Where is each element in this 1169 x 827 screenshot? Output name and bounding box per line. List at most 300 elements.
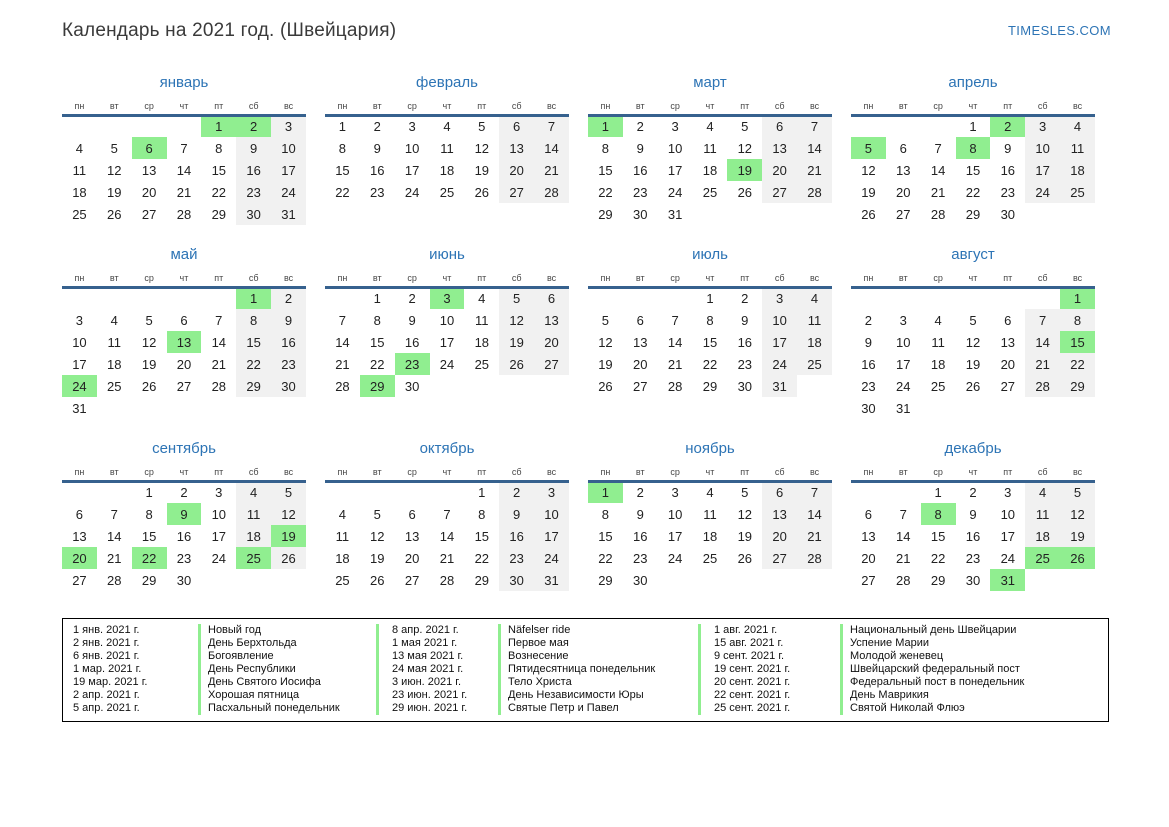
day-cell: 1 xyxy=(588,115,623,137)
day-cell: 19 xyxy=(141,356,157,372)
weekday-header: ср xyxy=(670,100,680,111)
day-cell: 23 xyxy=(236,181,271,203)
day-cell: 21 xyxy=(896,550,911,566)
day-cell: 24 xyxy=(896,378,911,394)
month-title: март xyxy=(693,74,727,91)
day-cell: 25 xyxy=(1060,181,1095,203)
day-cell: 13 xyxy=(861,528,876,544)
day-cell: 21 xyxy=(797,159,832,181)
page-header xyxy=(62,20,1111,42)
empty-cell xyxy=(990,397,1025,419)
weekday-header: вт xyxy=(109,100,119,111)
empty-cell xyxy=(1060,397,1095,419)
day-cell: 1 xyxy=(934,485,942,501)
day-cell: 18 xyxy=(335,550,350,566)
day-cell: 26 xyxy=(107,206,122,222)
empty-cell xyxy=(886,287,921,309)
weekday-header: пт xyxy=(1003,466,1013,477)
day-cell: 19 xyxy=(737,528,753,544)
day-cell: 10 xyxy=(1025,137,1060,159)
day-cell: 11 xyxy=(72,162,87,178)
day-cell: 11 xyxy=(703,506,717,522)
weekday-header: ср xyxy=(144,272,154,283)
weekday-header: вс xyxy=(283,466,294,477)
legend-dates-column xyxy=(698,624,840,715)
day-cell: 17 xyxy=(534,525,569,547)
day-cell: 4 xyxy=(706,485,714,501)
day-cell: 22 xyxy=(132,547,167,569)
empty-cell xyxy=(97,481,132,503)
legend-holiday-name: Молодой женевец xyxy=(840,650,1080,663)
day-cell: 24 xyxy=(404,184,420,200)
day-cell: 24 xyxy=(62,375,97,397)
day-cell: 18 xyxy=(702,528,718,544)
day-cell: 12 xyxy=(861,162,876,178)
day-cell: 6 xyxy=(762,481,797,503)
weekday-header: чт xyxy=(179,272,189,283)
day-cell: 26 xyxy=(1060,547,1095,569)
day-cell: 18 xyxy=(930,356,946,372)
day-cell: 7 xyxy=(934,140,942,156)
day-cell: 1 xyxy=(706,291,714,307)
legend-dates-column xyxy=(73,624,198,715)
day-cell: 26 xyxy=(271,547,306,569)
weekday-header: сб xyxy=(248,100,259,111)
day-cell: 11 xyxy=(107,334,122,350)
day-cell: 10 xyxy=(439,312,455,328)
day-cell: 9 xyxy=(1004,140,1012,156)
day-cell: 18 xyxy=(797,331,832,353)
day-cell: 14 xyxy=(176,162,192,178)
month-5 xyxy=(62,246,306,419)
day-cell: 24 xyxy=(1025,181,1060,203)
day-cell: 6 xyxy=(180,312,188,328)
day-cell: 14 xyxy=(1025,331,1060,353)
day-cell: 15 xyxy=(211,162,227,178)
day-cell: 27 xyxy=(176,378,192,394)
day-cell: 9 xyxy=(636,140,644,156)
day-cell: 4 xyxy=(934,312,942,328)
legend-date: 2 апр. 2021 г. xyxy=(73,689,140,701)
day-cell: 27 xyxy=(762,181,797,203)
legend-holiday-name: Швейцарский федеральный пост xyxy=(840,663,1080,676)
day-cell: 7 xyxy=(899,506,907,522)
day-cell: 22 xyxy=(598,184,613,200)
weekday-header: чт xyxy=(442,272,452,283)
legend-holiday-name: Федеральный пост в понедельник xyxy=(840,676,1080,689)
day-cell: 12 xyxy=(271,503,306,525)
legend-holiday-name: Хорошая пятница xyxy=(198,689,376,702)
day-cell: 5 xyxy=(741,485,749,501)
day-cell: 9 xyxy=(969,506,977,522)
weekday-header: пт xyxy=(477,100,487,111)
weekday-header: пн xyxy=(600,100,611,111)
day-cell: 15 xyxy=(370,334,385,350)
day-cell: 21 xyxy=(930,184,946,200)
legend-holiday-name: День Республики xyxy=(198,663,376,676)
month-title: июль xyxy=(692,246,728,263)
weekday-header: чт xyxy=(968,466,978,477)
empty-cell xyxy=(395,481,430,503)
day-cell: 3 xyxy=(215,485,223,501)
empty-cell xyxy=(658,569,693,591)
month-grid xyxy=(325,98,569,203)
day-cell: 25 xyxy=(930,378,946,394)
site-logo-link[interactable]: TIMESLES.COM xyxy=(1007,23,1111,38)
empty-cell xyxy=(132,397,167,419)
weekday-header: чт xyxy=(442,100,452,111)
day-cell: 8 xyxy=(478,506,486,522)
weekday-header: вс xyxy=(546,100,557,111)
month-grid xyxy=(851,464,1095,591)
day-cell: 4 xyxy=(1025,481,1060,503)
month-title: апрель xyxy=(948,74,998,91)
month-title: июнь xyxy=(429,246,465,263)
day-cell: 9 xyxy=(499,503,534,525)
day-cell: 22 xyxy=(598,550,613,566)
empty-cell xyxy=(851,115,886,137)
day-cell: 19 xyxy=(1060,525,1095,547)
day-cell: 24 xyxy=(534,547,569,569)
day-cell: 6 xyxy=(499,115,534,137)
weekday-header: сб xyxy=(774,466,785,477)
day-cell: 2 xyxy=(271,287,306,309)
weekday-header: вс xyxy=(1072,100,1083,111)
weekday-header: пт xyxy=(1003,100,1013,111)
weekday-header: чт xyxy=(179,100,189,111)
empty-cell xyxy=(1060,569,1095,591)
months-grid xyxy=(62,74,1111,612)
day-cell: 27 xyxy=(1000,378,1016,394)
day-cell: 27 xyxy=(404,572,420,588)
weekday-header: вс xyxy=(283,100,294,111)
day-cell: 8 xyxy=(145,506,153,522)
day-cell: 26 xyxy=(737,550,753,566)
weekday-header: вт xyxy=(635,100,645,111)
day-cell: 20 xyxy=(176,356,192,372)
weekday-header: чт xyxy=(442,466,452,477)
empty-cell xyxy=(956,287,991,309)
day-cell: 18 xyxy=(1060,159,1095,181)
weekday-header: пт xyxy=(214,466,224,477)
day-cell: 7 xyxy=(110,506,118,522)
day-cell: 24 xyxy=(667,184,683,200)
weekday-header: чт xyxy=(179,466,189,477)
day-cell: 1 xyxy=(373,291,381,307)
day-cell: 4 xyxy=(1060,115,1095,137)
weekday-header: пн xyxy=(600,466,611,477)
day-cell: 25 xyxy=(702,550,718,566)
weekday-header: ср xyxy=(933,272,943,283)
day-cell: 22 xyxy=(474,550,490,566)
month-grid xyxy=(588,270,832,397)
weekday-header: пн xyxy=(74,466,85,477)
weekday-header: вс xyxy=(809,466,820,477)
day-cell: 28 xyxy=(930,206,946,222)
weekday-header: пт xyxy=(214,100,224,111)
day-cell: 6 xyxy=(75,506,84,522)
legend-date: 1 мар. 2021 г. xyxy=(73,663,142,675)
day-cell: 21 xyxy=(335,356,350,372)
day-cell: 26 xyxy=(737,184,753,200)
day-cell: 28 xyxy=(534,181,569,203)
empty-cell xyxy=(1025,569,1060,591)
day-cell: 26 xyxy=(965,378,981,394)
day-cell: 19 xyxy=(598,356,613,372)
month-title: январь xyxy=(159,74,209,91)
weekday-header: ср xyxy=(933,100,943,111)
day-cell: 12 xyxy=(107,162,122,178)
day-cell: 9 xyxy=(236,137,271,159)
day-cell: 20 xyxy=(534,331,569,353)
day-cell: 15 xyxy=(1060,331,1095,353)
day-cell: 4 xyxy=(478,291,486,307)
legend-holiday-name: Успение Марии xyxy=(840,637,1080,650)
weekday-header: вт xyxy=(635,272,645,283)
month-title: февраль xyxy=(416,74,478,91)
day-cell: 9 xyxy=(741,312,749,328)
day-cell: 16 xyxy=(633,162,648,178)
day-cell: 21 xyxy=(211,356,227,372)
day-cell: 4 xyxy=(236,481,271,503)
day-cell: 8 xyxy=(338,140,347,156)
month-grid xyxy=(325,464,569,591)
legend-names-column xyxy=(498,624,698,715)
day-cell: 3 xyxy=(899,312,907,328)
weekday-header: пт xyxy=(477,272,487,283)
weekday-header: сб xyxy=(1037,466,1048,477)
day-cell: 15 xyxy=(474,528,490,544)
day-cell: 28 xyxy=(439,572,455,588)
day-cell: 31 xyxy=(271,203,306,225)
day-cell: 3 xyxy=(671,485,679,501)
day-cell: 1 xyxy=(588,481,623,503)
day-cell: 31 xyxy=(534,569,569,591)
weekday-header: ср xyxy=(670,466,680,477)
empty-cell xyxy=(62,287,97,309)
weekday-header: чт xyxy=(968,272,978,283)
day-cell: 15 xyxy=(598,528,613,544)
day-cell: 15 xyxy=(930,528,946,544)
day-cell: 27 xyxy=(534,353,569,375)
day-cell: 30 xyxy=(633,206,648,222)
day-cell: 5 xyxy=(601,312,610,328)
day-cell: 21 xyxy=(667,356,683,372)
day-cell: 15 xyxy=(965,162,981,178)
weekday-header: пт xyxy=(214,272,224,283)
day-cell: 23 xyxy=(499,547,534,569)
day-cell: 3 xyxy=(75,312,84,328)
day-cell: 9 xyxy=(271,309,306,331)
day-cell: 13 xyxy=(896,162,911,178)
day-cell: 23 xyxy=(176,550,192,566)
day-cell: 6 xyxy=(408,506,416,522)
empty-cell xyxy=(1060,203,1095,225)
legend-date: 13 мая 2021 г. xyxy=(376,650,498,663)
day-cell: 1 xyxy=(201,115,236,137)
day-cell: 19 xyxy=(370,550,385,566)
day-cell: 30 xyxy=(861,400,876,416)
empty-cell xyxy=(797,569,832,591)
weekday-header: сб xyxy=(248,272,259,283)
legend-date: 29 июн. 2021 г. xyxy=(376,702,498,715)
day-cell: 10 xyxy=(534,503,569,525)
day-cell: 14 xyxy=(797,503,832,525)
day-cell: 21 xyxy=(1025,353,1060,375)
day-cell: 3 xyxy=(534,481,569,503)
day-cell: 16 xyxy=(271,331,306,353)
empty-cell xyxy=(271,397,306,419)
day-cell: 10 xyxy=(896,334,911,350)
day-cell: 23 xyxy=(271,353,306,375)
day-cell: 2 xyxy=(180,485,188,501)
day-cell: 21 xyxy=(107,550,122,566)
day-cell: 16 xyxy=(965,528,981,544)
month-grid xyxy=(62,98,306,225)
day-cell: 29 xyxy=(474,572,490,588)
empty-cell xyxy=(886,115,921,137)
day-cell: 7 xyxy=(180,140,188,156)
day-cell: 9 xyxy=(636,506,644,522)
legend-date: 6 янв. 2021 г. xyxy=(73,650,140,662)
day-cell: 1 xyxy=(145,485,153,501)
day-cell: 27 xyxy=(141,206,157,222)
day-cell: 24 xyxy=(271,181,306,203)
weekday-header: пн xyxy=(337,466,348,477)
legend-holiday-name: Святые Петр и Павел xyxy=(498,702,698,715)
day-cell: 24 xyxy=(211,550,227,566)
day-cell: 22 xyxy=(370,356,385,372)
day-cell: 26 xyxy=(141,378,157,394)
day-cell: 1 xyxy=(338,119,347,135)
legend-date: 22 сент. 2021 г. xyxy=(698,689,840,702)
month-grid xyxy=(588,98,832,225)
day-cell: 8 xyxy=(706,312,714,328)
empty-cell xyxy=(693,569,728,591)
weekday-header: ср xyxy=(670,272,680,283)
legend-holiday-name: Пятидесятница понедельник xyxy=(498,663,698,676)
day-cell: 18 xyxy=(702,162,718,178)
day-cell: 30 xyxy=(737,378,753,394)
day-cell: 26 xyxy=(598,378,613,394)
legend-holiday-name: Näfelser ride xyxy=(498,624,698,637)
legend-names-column xyxy=(840,624,1080,715)
day-cell: 13 xyxy=(499,137,534,159)
day-cell: 6 xyxy=(636,312,644,328)
day-cell: 10 xyxy=(762,309,797,331)
month-grid xyxy=(62,270,306,419)
day-cell: 5 xyxy=(1060,481,1095,503)
month-title: ноябрь xyxy=(685,440,735,457)
day-cell: 12 xyxy=(370,528,385,544)
day-cell: 30 xyxy=(404,378,420,394)
day-cell: 5 xyxy=(478,119,486,135)
day-cell: 6 xyxy=(899,140,907,156)
empty-cell xyxy=(727,569,762,591)
day-cell: 30 xyxy=(1000,206,1016,222)
day-cell: 2 xyxy=(636,485,644,501)
empty-cell xyxy=(588,287,623,309)
weekday-header: пн xyxy=(863,100,874,111)
day-cell: 13 xyxy=(762,137,797,159)
weekday-header: пн xyxy=(74,272,85,283)
day-cell: 27 xyxy=(861,572,876,588)
day-cell: 23 xyxy=(370,184,385,200)
day-cell: 21 xyxy=(439,550,455,566)
day-cell: 5 xyxy=(741,119,749,135)
empty-cell xyxy=(623,287,658,309)
day-cell: 6 xyxy=(132,137,167,159)
day-cell: 20 xyxy=(633,356,648,372)
day-cell: 9 xyxy=(167,503,202,525)
day-cell: 9 xyxy=(864,334,873,350)
day-cell: 10 xyxy=(1000,506,1016,522)
empty-cell xyxy=(201,397,236,419)
day-cell: 12 xyxy=(1060,503,1095,525)
day-cell: 25 xyxy=(107,378,122,394)
weekday-header: вс xyxy=(1072,466,1083,477)
day-cell: 2 xyxy=(408,291,416,307)
day-cell: 11 xyxy=(440,140,454,156)
day-cell: 28 xyxy=(667,378,683,394)
legend-date: 15 авг. 2021 г. xyxy=(698,637,840,650)
day-cell: 19 xyxy=(727,159,762,181)
empty-cell xyxy=(464,375,499,397)
empty-cell xyxy=(693,203,728,225)
day-cell: 22 xyxy=(965,184,981,200)
day-cell: 3 xyxy=(408,119,416,135)
empty-cell xyxy=(956,397,991,419)
day-cell: 17 xyxy=(404,162,420,178)
day-cell: 16 xyxy=(1000,162,1016,178)
empty-cell xyxy=(271,569,306,591)
day-cell: 25 xyxy=(335,572,350,588)
day-cell: 2 xyxy=(990,115,1025,137)
day-cell: 19 xyxy=(965,356,981,372)
weekday-header: вт xyxy=(635,466,645,477)
day-cell: 31 xyxy=(762,375,797,397)
day-cell: 17 xyxy=(1000,528,1016,544)
day-cell: 17 xyxy=(896,356,911,372)
day-cell: 25 xyxy=(439,184,455,200)
day-cell: 13 xyxy=(167,331,202,353)
day-cell: 14 xyxy=(667,334,683,350)
day-cell: 9 xyxy=(373,140,381,156)
empty-cell xyxy=(762,203,797,225)
day-cell: 8 xyxy=(956,137,991,159)
day-cell: 8 xyxy=(601,506,610,522)
month-title: октябрь xyxy=(419,440,475,457)
empty-cell xyxy=(851,287,886,309)
empty-cell xyxy=(851,481,886,503)
day-cell: 3 xyxy=(1025,115,1060,137)
day-cell: 30 xyxy=(499,569,534,591)
day-cell: 14 xyxy=(930,162,946,178)
weekday-header: пн xyxy=(863,272,874,283)
day-cell: 31 xyxy=(72,400,87,416)
weekday-header: вт xyxy=(372,100,382,111)
day-cell: 10 xyxy=(211,506,227,522)
day-cell: 30 xyxy=(236,203,271,225)
day-cell: 15 xyxy=(141,528,157,544)
day-cell: 23 xyxy=(633,184,648,200)
weekday-header: чт xyxy=(705,272,715,283)
day-cell: 20 xyxy=(861,550,876,566)
empty-cell xyxy=(132,115,167,137)
day-cell: 26 xyxy=(499,353,534,375)
day-cell: 10 xyxy=(271,137,306,159)
day-cell: 16 xyxy=(176,528,192,544)
